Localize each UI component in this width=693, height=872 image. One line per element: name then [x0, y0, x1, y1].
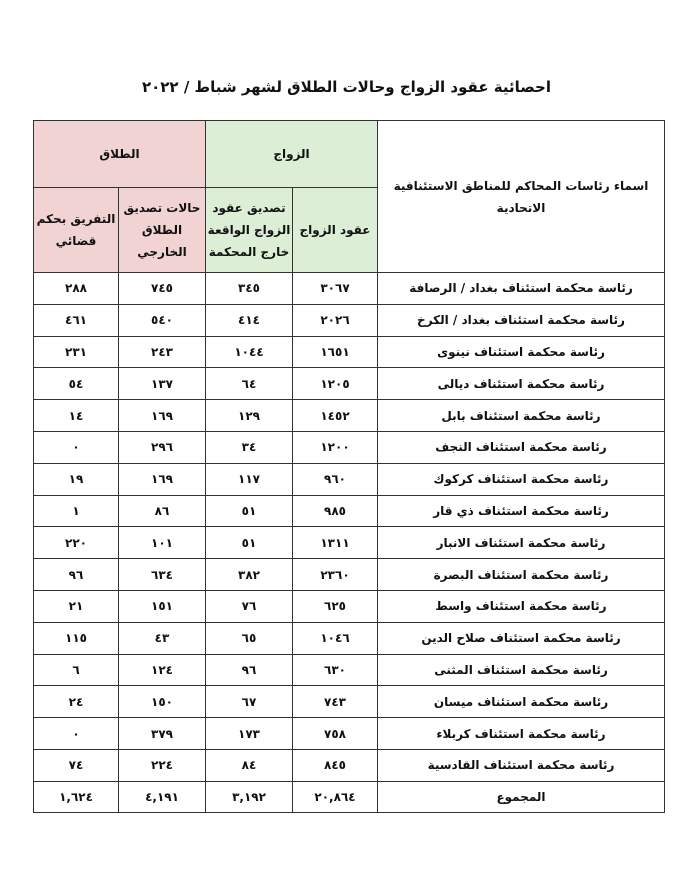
divorce-ratification-cell: ٧٤٥ — [119, 273, 206, 305]
table-row — [34, 718, 665, 750]
judicial-separation-cell: ٢٨٨ — [34, 273, 119, 305]
divorce-ratification-cell: ١٦٩ — [119, 463, 206, 495]
marriage-group-header: الزواج — [206, 121, 378, 188]
court-name: رئاسة محكمة استئناف بابل — [378, 400, 665, 432]
total-judicial-separation: ١,٦٢٤ — [34, 781, 119, 812]
judicial-separation-header: التفريق بحكم قضائي — [34, 188, 119, 273]
table-row — [34, 495, 665, 527]
judicial-separation-cell: ٩٦ — [34, 559, 119, 591]
marriage-ratification-cell: ١٢٩ — [206, 400, 293, 432]
court-name: رئاسة محكمة استئناف ديالى — [378, 368, 665, 400]
marriage-ratification-cell: ٨٤ — [206, 749, 293, 781]
table-row — [34, 463, 665, 495]
page-title: احصائية عقود الزواج وحالات الطلاق لشهر شباط / ٢٠٢٢ — [141, 78, 552, 96]
total-marriage-ratification: ٣,١٩٢ — [206, 781, 293, 812]
divorce-ratification-cell: ١٣٧ — [119, 368, 206, 400]
marriage-ratification-cell: ٣٤٥ — [206, 273, 293, 305]
marriage-contracts-cell: ١٤٥٢ — [293, 400, 378, 432]
court-name: رئاسة محكمة استئناف بغداد / الرصافة — [378, 273, 665, 305]
divorce-ratification-cell: ١٥٠ — [119, 686, 206, 718]
table-row — [34, 400, 665, 432]
marriage-contracts-cell: ١٣١١ — [293, 527, 378, 559]
court-name: رئاسة محكمة استئناف القادسية — [378, 749, 665, 781]
divorce-ratification-cell: ٣٧٩ — [119, 718, 206, 750]
court-name: رئاسة محكمة استئناف واسط — [378, 590, 665, 622]
table-row — [34, 559, 665, 591]
marriage-contracts-cell: ١٢٠٠ — [293, 431, 378, 463]
table-row — [34, 590, 665, 622]
court-name: رئاسة محكمة استئناف صلاح الدين — [378, 622, 665, 654]
judicial-separation-cell: ٢١ — [34, 590, 119, 622]
courts-column-header: اسماء رئاسات المحاكم للمناطق الاستئنافية الاتحادية — [378, 121, 665, 273]
judicial-separation-cell: ٥٤ — [34, 368, 119, 400]
judicial-separation-cell: ٢٣١ — [34, 336, 119, 368]
marriage-ratification-cell: ٥١ — [206, 527, 293, 559]
judicial-separation-cell: ٠ — [34, 718, 119, 750]
judicial-separation-cell: ٧٤ — [34, 749, 119, 781]
marriage-ratification-cell: ٦٧ — [206, 686, 293, 718]
marriage-contracts-cell: ٩٨٥ — [293, 495, 378, 527]
marriage-ratification-cell: ٣٨٢ — [206, 559, 293, 591]
court-name: رئاسة محكمة استئناف ميسان — [378, 686, 665, 718]
marriage-ratification-cell: ١٠٤٤ — [206, 336, 293, 368]
court-name: رئاسة محكمة استئناف نينوى — [378, 336, 665, 368]
judicial-separation-cell: ٢٢٠ — [34, 527, 119, 559]
court-name: رئاسة محكمة استئناف كربلاء — [378, 718, 665, 750]
total-divorce-ratification: ٤,١٩١ — [119, 781, 206, 812]
judicial-separation-cell: ١٩ — [34, 463, 119, 495]
marriage-ratification-cell: ٦٥ — [206, 622, 293, 654]
marriage-contracts-cell: ١٠٤٦ — [293, 622, 378, 654]
divorce-ratification-cell: ١٠١ — [119, 527, 206, 559]
judicial-separation-cell: ٢٤ — [34, 686, 119, 718]
divorce-ratification-cell: ٢٤٣ — [119, 336, 206, 368]
judicial-separation-cell: ٦ — [34, 654, 119, 686]
court-name: رئاسة محكمة استئناف البصرة — [378, 559, 665, 591]
total-label: المجموع — [378, 781, 665, 812]
marriage-contracts-cell: ٧٤٣ — [293, 686, 378, 718]
marriage-contracts-header: عقود الزواج — [293, 188, 378, 273]
marriage-contracts-cell: ٣٠٦٧ — [293, 273, 378, 305]
court-name: رئاسة محكمة استئناف النجف — [378, 431, 665, 463]
judicial-separation-cell: ١١٥ — [34, 622, 119, 654]
marriage-ratification-cell: ٩٦ — [206, 654, 293, 686]
marriage-ratification-header: تصديق عقود الزواج الواقعة خارج المحكمة — [206, 188, 293, 273]
marriage-ratification-cell: ٣٤ — [206, 431, 293, 463]
judicial-separation-cell: ١٤ — [34, 400, 119, 432]
court-name: رئاسة محكمة استئناف المثنى — [378, 654, 665, 686]
total-row — [34, 781, 665, 812]
marriage-contracts-cell: ١٦٥١ — [293, 336, 378, 368]
table-row — [34, 622, 665, 654]
court-name: رئاسة محكمة استئناف كركوك — [378, 463, 665, 495]
total-marriage-contracts: ٢٠,٨٦٤ — [293, 781, 378, 812]
divorce-group-header: الطلاق — [34, 121, 206, 188]
table-row — [34, 273, 665, 305]
table-row — [34, 654, 665, 686]
marriage-contracts-cell: ٧٥٨ — [293, 718, 378, 750]
divorce-ratification-cell: ١٦٩ — [119, 400, 206, 432]
divorce-ratification-cell: ٨٦ — [119, 495, 206, 527]
court-name: رئاسة محكمة استئناف الانبار — [378, 527, 665, 559]
divorce-ratification-cell: ١٥١ — [119, 590, 206, 622]
marriage-ratification-cell: ٤١٤ — [206, 304, 293, 336]
marriage-ratification-cell: ٧٦ — [206, 590, 293, 622]
table-row — [34, 686, 665, 718]
marriage-contracts-cell: ١٢٠٥ — [293, 368, 378, 400]
divorce-ratification-cell: ١٢٤ — [119, 654, 206, 686]
table-row — [34, 368, 665, 400]
marriage-contracts-cell: ٢٠٢٦ — [293, 304, 378, 336]
marriage-ratification-cell: ٥١ — [206, 495, 293, 527]
divorce-ratification-header: حالات تصديق الطلاق الخارجي — [119, 188, 206, 273]
judicial-separation-cell: ٠ — [34, 431, 119, 463]
marriage-ratification-cell: ٦٤ — [206, 368, 293, 400]
marriage-contracts-cell: ٦٣٠ — [293, 654, 378, 686]
statistics-table — [33, 120, 665, 813]
table-row — [34, 749, 665, 781]
divorce-ratification-cell: ٥٤٠ — [119, 304, 206, 336]
court-name: رئاسة محكمة استئناف بغداد / الكرخ — [378, 304, 665, 336]
table-row — [34, 336, 665, 368]
marriage-contracts-cell: ٩٦٠ — [293, 463, 378, 495]
divorce-ratification-cell: ٢٢٤ — [119, 749, 206, 781]
table-row — [34, 304, 665, 336]
divorce-ratification-cell: ٦٣٤ — [119, 559, 206, 591]
court-name: رئاسة محكمة استئناف ذي قار — [378, 495, 665, 527]
judicial-separation-cell: ١ — [34, 495, 119, 527]
marriage-ratification-cell: ١١٧ — [206, 463, 293, 495]
marriage-ratification-cell: ١٧٣ — [206, 718, 293, 750]
table-row — [34, 431, 665, 463]
marriage-contracts-cell: ٨٤٥ — [293, 749, 378, 781]
marriage-contracts-cell: ٢٣٦٠ — [293, 559, 378, 591]
table-row — [34, 527, 665, 559]
divorce-ratification-cell: ٤٣ — [119, 622, 206, 654]
judicial-separation-cell: ٤٦١ — [34, 304, 119, 336]
marriage-contracts-cell: ٦٢٥ — [293, 590, 378, 622]
divorce-ratification-cell: ٢٩٦ — [119, 431, 206, 463]
